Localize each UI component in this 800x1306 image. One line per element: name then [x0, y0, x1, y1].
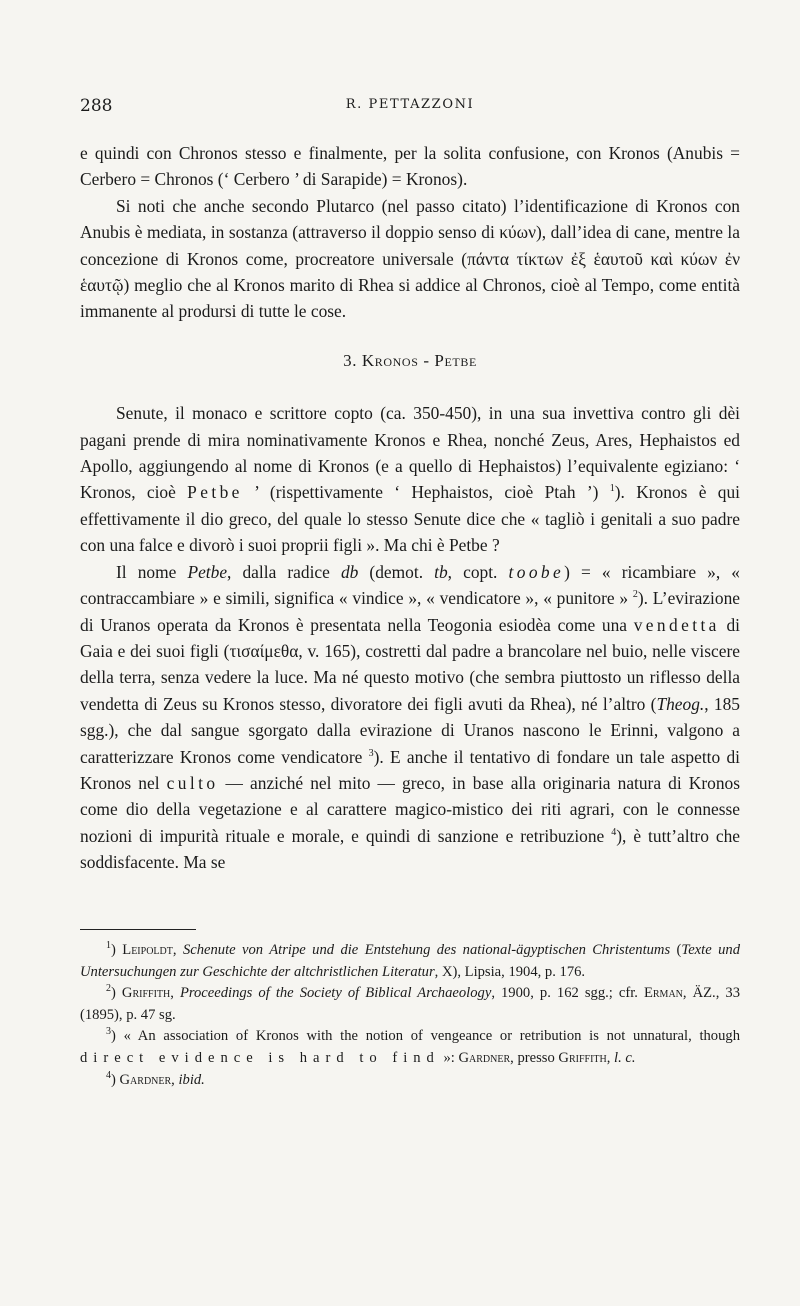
footnote-1: $^1$) Leipoldt, Schenute von Atripe und die Entstehung des national-ägyptischen Christentums (Texte und Untersuchungen zur Geschichte der altchristlichen Literatur, X), Lipsia, 1904, p. 176.: [80, 940, 740, 980]
footnotes: [80, 940, 740, 1091]
footnote-ref-2[interactable]: 2: [632, 589, 638, 601]
footnote-ref-1[interactable]: 1: [609, 483, 615, 495]
footnote-4: $^4$) Gardner, ibid.: [106, 1069, 205, 1088]
section-title: Kronos - Petbe: [361, 350, 477, 370]
section-heading: [80, 348, 740, 374]
paragraph-nome-petbe: Il nome Petbe, dalla radice db (demot. tb, copt. toobe) = « ricambiare », « contraccambiare » e simili, significa « vindice », « vendicatore », « punitore » $^2$). L’evirazione di Uranos operata da Kronos è presentata nella Teogonia esiodèa come una vendetta di Gaia e dei suoi figli (τισαίμεθα, v. 165), costretti dal padre a brancolare nel buio, nelle viscere della terra, senza vedere la luce. Ma né questo motivo (che sembra piuttosto un riflesso della vendetta di Zeus su Kronos stesso, divoratore dei figli avuti da Rhea), né l’altro (Theog., 185 sgg.), che dal sangue sgorgato dalla evirazione di Uranos nascono le Erinni, valgono a caratterizzare Kronos come vendicatore $^3$). E anche il tentativo di fondare un tale aspetto di Kronos nel culto — anziché nel mito — greco, in base alla originaria natura di Kronos come dio della vegetazione e al carattere magico-mistico dei riti agrari, con le connesse nozioni di impurità rituale e morale, e quindi di sanzione e retribuzione $^4$), è tutt’altro che soddisfacente. Ma se: [80, 561, 740, 873]
paragraph-senute: Senute, il monaco e scrittore copto (ca. 350-450), in una sua invettiva contro gli dèi pagani prende di mira nominativamente Kronos e Rhea, nonché Zeus, Ares, Hephaistos ed Apollo, aggiungendo al nome di Kronos (e a quello di Hephaistos) l’equivalente egiziano: ‘ Kronos, cioè Petbe ’ (rispettivamente ‘ Hephaistos, cioè Ptah ’) $^1$). Kronos è qui effettivamente il dio greco, del quale lo stesso Senute dice che « tagliò i genitali a suo padre con una falce e divorò i suoi proprii figli ». Ma chi è Petbe ?: [80, 403, 740, 556]
body-text: [80, 140, 740, 876]
page-number: 288: [80, 96, 113, 116]
section-number: 3.: [343, 350, 358, 370]
footnote-ref-3[interactable]: 3: [368, 747, 374, 759]
footnote-rule: [80, 929, 196, 930]
running-head: R. PETTAZZONI: [345, 97, 475, 112]
footnote-3: $^3$) « An association of Kronos with the notion of vengeance or retribution is not unnatural, though direct evidence is hard to find »: Gardner, presso Griffith, l. c.: [80, 1026, 740, 1066]
page-header: [80, 96, 740, 118]
paragraph-continuation: e quindi con Chronos stesso e finalmente, per la solita confusione, con Kronos (Anubis = Cerbero = Chronos (‘ Cerbero ’ di Sarapide) = Kronos).: [80, 143, 740, 190]
petbe-spaced: Petbe: [187, 482, 243, 503]
footnote-ref-4[interactable]: 4: [611, 826, 617, 838]
paragraph-plutarco: Si noti che anche secondo Plutarco (nel passo citato) l’identificazione di Kronos con Anubis è mediata, in sostanza (attraverso il doppio senso di κύων), dall’idea di cane, mentre la concezione di Kronos come, procreatore universale (πάντα τίκτων ἐξ ἑαυτοῦ καὶ κύων ἐν ἑαυτῷ) meglio che al Kronos marito di Rhea si addice al Chronos, cioè al Tempo, come entità immanente al prodursi di tutte le cose.: [80, 195, 740, 322]
footnote-2: $^2$) Griffith, Proceedings of the Society of Biblical Archaeology, 1900, p. 162 sgg.; cfr. Erman, ÄZ., 33 (1895), p. 47 sg.: [80, 983, 740, 1023]
